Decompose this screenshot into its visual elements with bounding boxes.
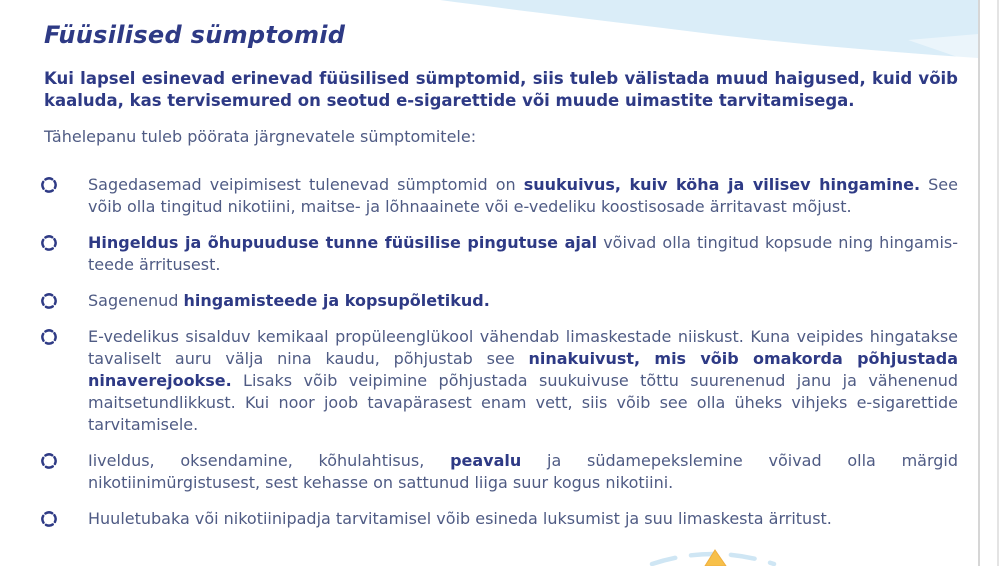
bullet-text-bold: hingamisteede ja kopsupõletikud. [183, 291, 490, 310]
bullet-text [88, 232, 958, 276]
dashed-circle-icon [40, 234, 58, 252]
page-edge-line [978, 0, 980, 566]
dashed-arc-icon [652, 554, 774, 564]
symptom-list [44, 174, 958, 530]
bullet-text-regular: Sagedasemad veipimisest tulenevad sümptomid on [88, 175, 524, 194]
content-area [44, 20, 958, 544]
bullet-text-bold: ninakuivust, mis võib omakorda põhjustada ninaverejookse. [88, 349, 959, 390]
bullet-text-regular: Sagenenud [88, 291, 184, 310]
page-title: Füüsilised sümptomid [44, 21, 346, 49]
list-item [44, 326, 958, 436]
bullet-text-regular: E-vedelikus sisalduv kemikaal propüleenglükool vähendab limaskestade niiskust. Kuna veipides hingatakse tavaliselt auru välja nina kaudu, põhjustab see [88, 327, 958, 368]
bullet-text [88, 450, 958, 494]
bullet-text [88, 290, 958, 312]
bullet-text [88, 326, 958, 436]
bullet-text-bold: Hingeldus ja õhupuuduse tunne füüsilise pingutuse ajal [88, 233, 598, 252]
dashed-circle-icon [40, 452, 58, 470]
yellow-triangle-icon [705, 550, 726, 566]
bullet-text-regular: See võib olla tingitud nikotiini, maitse- ja lõhnaainete või e-vedeliku koostisosade ärritavast mõjust. [88, 175, 958, 216]
bullet-text-bold: peavalu [450, 451, 522, 470]
bullet-text [88, 174, 958, 218]
intro-paragraph: Kui lapsel esinevad erinevad füüsilised sümptomid, siis tuleb välistada muud haigused, kuid võib kaaluda, kas tervisemured on seotud e-sigarettide või muude uimastite tarvitamisega. [44, 69, 958, 110]
page-edge-line-outer [997, 0, 999, 566]
dashed-circle-icon [40, 328, 58, 346]
bullet-text [88, 508, 958, 530]
dashed-circle-icon [40, 176, 58, 194]
bullet-text-regular: Huuletubaka või nikotiinipadja tarvitamisel võib esineda luksumist ja suu limaskesta ärritust. [88, 509, 832, 528]
bottom-ornament [648, 548, 778, 566]
bullet-text-bold: suukuivus, kuiv köha ja vilisev hingamine. [523, 175, 921, 194]
list-item [44, 174, 958, 218]
bullet-text-regular: võivad olla tingitud kopsude ning hingamisteede ärritusest. [88, 233, 959, 274]
list-item [44, 232, 958, 276]
list-item [44, 508, 958, 530]
bullet-text-regular: ja südamepekslemine võivad olla märgid nikotiinimürgistusest, sest kehasse on sattunud liiga suur kogus nikotiini. [88, 451, 959, 492]
list-item [44, 450, 958, 494]
list-item [44, 290, 958, 312]
bullet-text-regular: Lisaks võib veipimine põhjustada suukuivuse tõttu suurenenud janu ja vähenenud maitsetundlikkust. Kui noor joob tavapärasest enam vett, siis võib see olla üheks vihjeks e-sigarettide tarvitamisele. [88, 371, 958, 434]
dashed-circle-icon [40, 510, 58, 528]
bullet-text-regular: Iiveldus, oksendamine, kõhulahtisus, [88, 451, 451, 470]
note-line: Tähelepanu tuleb pöörata järgnevatele sümptomitele: [44, 127, 477, 146]
dashed-circle-icon [40, 292, 58, 310]
